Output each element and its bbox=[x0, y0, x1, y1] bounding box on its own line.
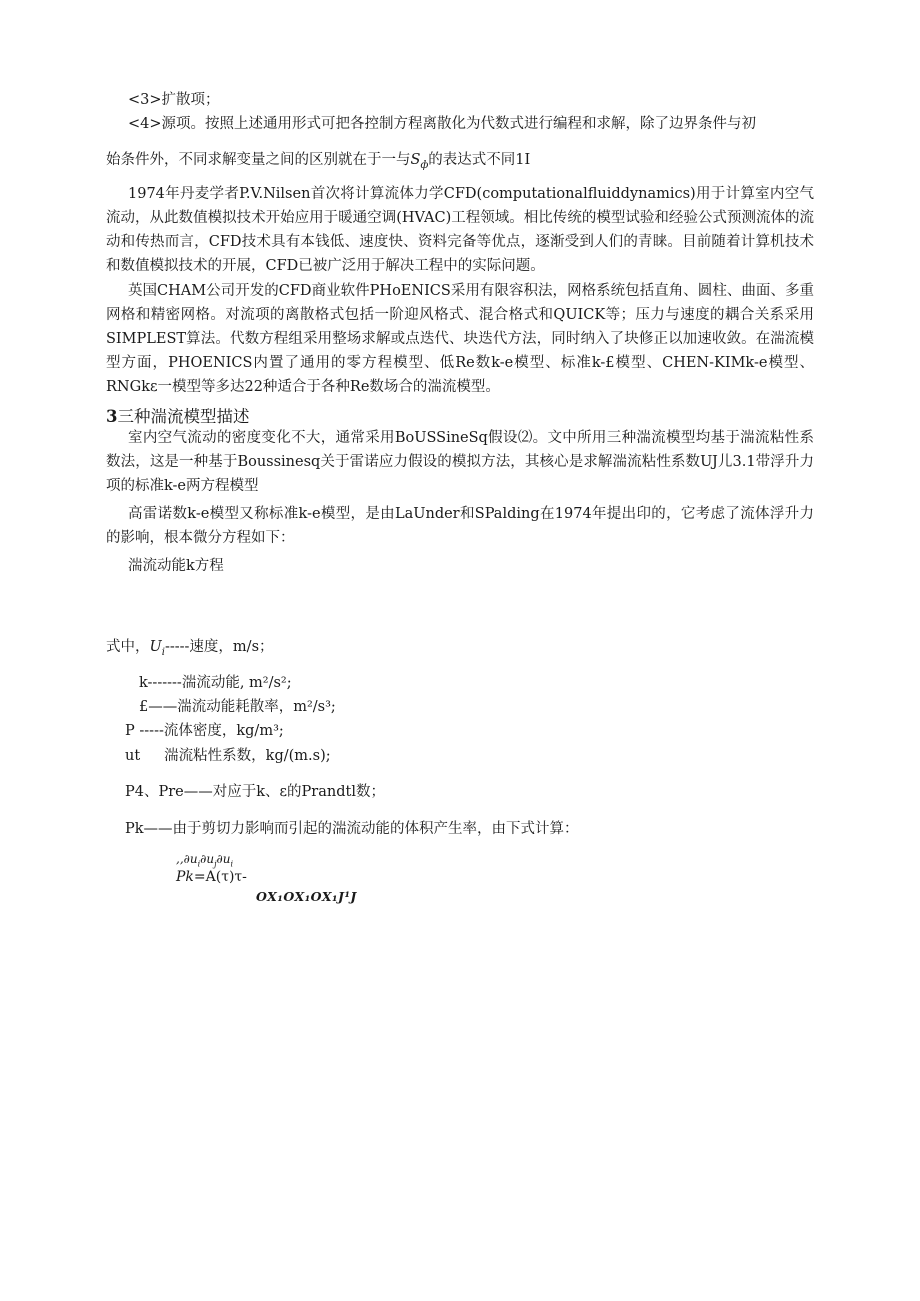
source-symbol: S bbox=[410, 152, 421, 168]
section-heading bbox=[106, 403, 249, 427]
def-k: k-------湍流动能, m²/s²; bbox=[139, 675, 292, 691]
section-number: 3 bbox=[106, 407, 118, 426]
source-term-line: <4>源项。按照上述通用形式可把各控制方程离散化为代数式进行编程和求解，除了边界条件与初 bbox=[128, 116, 757, 132]
paragraph-launder: 高雷诺数k-e模型又称标准k-e模型，是由LaUnder和SPalding在1974年提出印的，它考虑了流体浮升力的影响，根本微分方程如下： bbox=[106, 506, 814, 546]
paragraph-phoenics: 英国CHAM公司开发的CFD商业软件PHoENICS采用有限容积法，网格系统包括直角、圆柱、曲面、多重网格和精密网格。对流项的离散格式包括一阶迎风格式、混合格式和QUICK等；压力与速度的耦合关系采用SIMPLEST算法。代数方程组采用整场求解或点迭代、块迭代方法，同时纳入了块修正以加速收敛。在湍流模型方面，PHOENICS内置了通用的零方程模型、低Re数k-e模型、标准k-£模型、CHEN-KIMk-e模型、RNGkε一模型等多达22种适合于各种Re数场合的湍流模型。 bbox=[106, 283, 814, 395]
where-prefix: 式中， bbox=[106, 639, 150, 655]
formula-rhs: =A(τ)τ- bbox=[193, 869, 247, 885]
formula-lhs: Pk bbox=[176, 869, 194, 885]
formula-top-sub-3: i bbox=[230, 859, 234, 869]
def-prandtl: P4、Pre——对应于k、ε的Prandtl数； bbox=[125, 784, 385, 800]
boundary-condition-end: 的表达式不同1I bbox=[428, 152, 531, 168]
formula-top-1: ,,∂u bbox=[176, 852, 198, 866]
diffusion-term-line: <3>扩散项； bbox=[128, 92, 220, 108]
paragraph-boussinesq: 室内空气流动的密度变化不大，通常采用BoUSSineSq假设⑵。文中所用三种湍流模型均基于湍流粘性系数法，这是一种基于Boussinesq关于雷诺应力假设的模拟方法，其核心是求解湍流粘性系数UJ儿3.1带浮升力项的标准k-e两方程模型 bbox=[106, 430, 814, 494]
formula-top-sub-1: i bbox=[197, 859, 201, 869]
def-density: P -----流体密度，kg/m³; bbox=[125, 723, 284, 739]
mu-symbol: ut bbox=[125, 748, 141, 764]
formula-top-3: ∂u bbox=[216, 852, 231, 866]
where-velocity-line bbox=[106, 638, 274, 662]
velocity-definition: -----速度，m/s； bbox=[164, 639, 274, 655]
mu-text: 湍流粘性系数，kg/(m.s); bbox=[164, 748, 331, 764]
section-title: 三种湍流模型描述 bbox=[117, 407, 250, 426]
k-equation-label: 湍流动能k方程 bbox=[128, 558, 224, 574]
formula-top-sub-2: j bbox=[214, 859, 217, 869]
paragraph-cfd-history: 1974年丹麦学者P.V.Nilsen首次将计算流体力学CFD(computationalfluiddynamics)用于计算室内空气流动，从此数值模拟技术开始应用于暖通空调(HVAC)工程领域。相比传统的模型试验和经验公式预测流体的流动和传热而言，CFD技术具有本钱低、速度快、资料完备等优点，逐渐受到人们的青睐。目前随着计算机技术和数值模拟技术的开展，CFD已被广泛用于解决工程中的实际问题。 bbox=[106, 186, 814, 274]
def-pk: Pk——由于剪切力影响而引起的湍流动能的体积产生率，由下式计算： bbox=[125, 821, 579, 837]
formula-main bbox=[176, 869, 247, 885]
def-epsilon: £——湍流动能耗散率，m²/s³; bbox=[139, 699, 336, 715]
source-symbol-subscript: ф bbox=[420, 159, 429, 171]
formula-top-2: ∂u bbox=[200, 852, 215, 866]
velocity-subscript: i bbox=[161, 646, 165, 658]
velocity-symbol: U bbox=[149, 639, 162, 655]
boundary-condition-line bbox=[106, 151, 530, 175]
boundary-condition-text: 始条件外，不同求解变量之间的区别就在于一与 bbox=[106, 152, 411, 168]
def-turbulent-viscosity bbox=[125, 747, 331, 765]
formula-numerator bbox=[176, 852, 233, 868]
formula-denominator: OX₁OX₁OX₁J¹J bbox=[256, 889, 357, 904]
